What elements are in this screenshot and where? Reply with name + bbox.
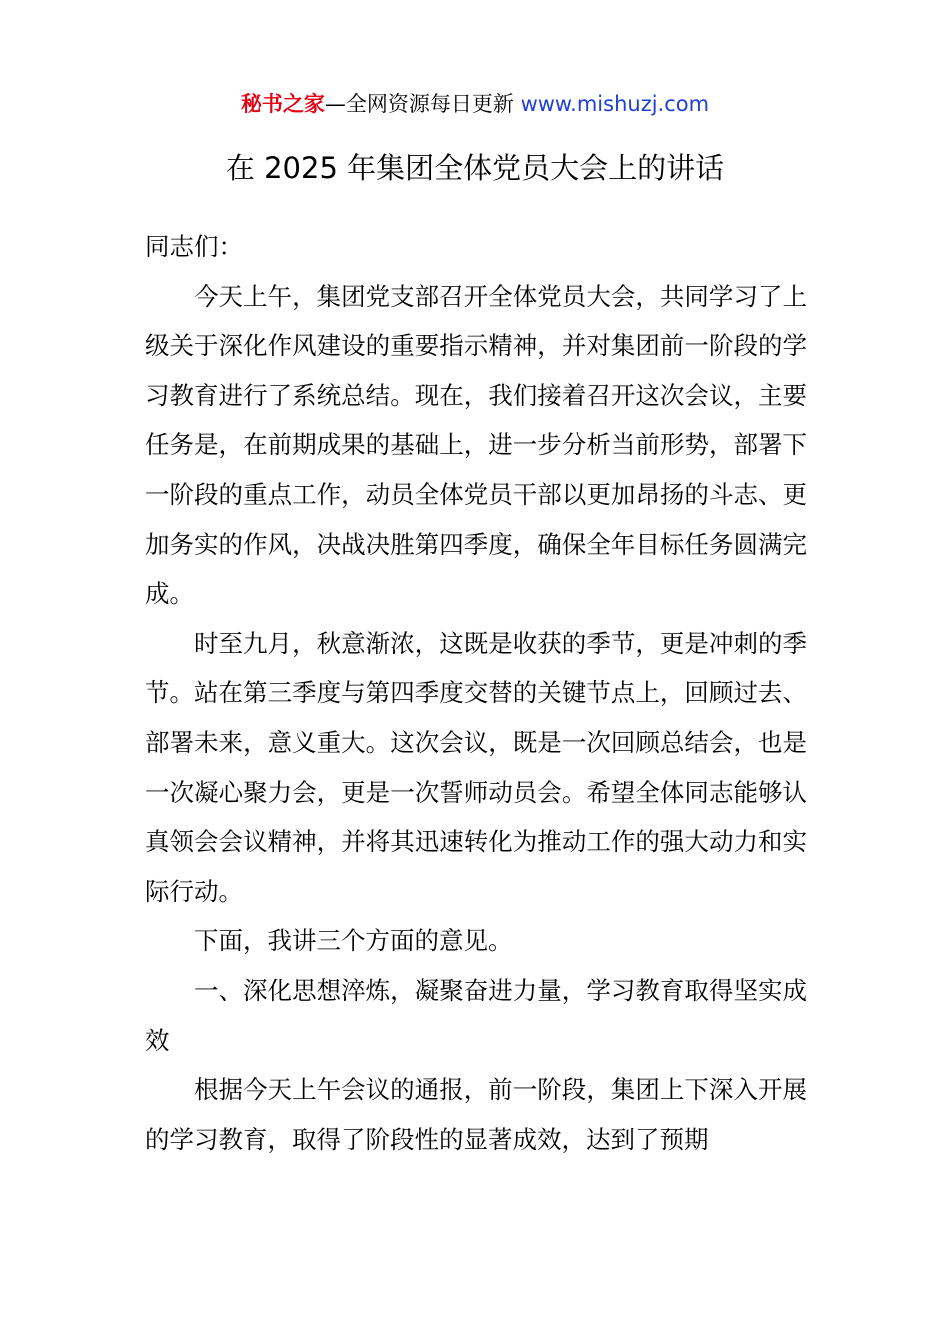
salutation: 同志们： bbox=[145, 232, 243, 261]
paragraph: 今天上午，集团党支部召开全体党员大会，共同学习了上级关于深化作风建设的重要指示精神，并对集团前一阶段的学习教育进行了系统总结。现在，我们接着召开这次会议，主要任务是，在前期成果的基础上，进一步分析当前形势，部署下一阶段的重点工作，动员全体党员干部以更加昂扬的斗志、更加务实的作风，决战决胜第四季度，确保全年目标任务圆满完成。 bbox=[145, 281, 807, 609]
paragraph: 根据今天上午会议的通报，前一阶段，集团上下深入开展的学习教育，取得了阶段性的显著成效，达到了预期 bbox=[145, 1075, 807, 1154]
paragraph: 下面，我讲三个方面的意见。 bbox=[194, 926, 513, 956]
banner-tagline: —全网资源每日更新 bbox=[324, 92, 521, 116]
paragraph: 时至九月，秋意渐浓，这既是收获的季节，更是冲刺的季节。站在第三季度与第四季度交替的关键节点上，回顾过去、部署未来，意义重大。这次会议，既是一次回顾总结会，也是一次凝心聚力会，更是一次誓师动员会。希望全体同志能够认真领会会议精神，并将其迅速转化为推动工作的强大动力和实际行动。 bbox=[145, 628, 807, 906]
source-banner bbox=[0, 88, 950, 120]
document-body bbox=[145, 222, 807, 1164]
website-link[interactable]: www.mishuzj.com bbox=[520, 92, 710, 116]
document-title: 在 2025 年集团全体党员大会上的讲话 bbox=[225, 151, 725, 185]
brand-name: 秘书之家 bbox=[240, 92, 325, 116]
section-heading: 一、深化思想淬炼，凝聚奋进力量，学习教育取得坚实成效 bbox=[145, 975, 807, 1055]
